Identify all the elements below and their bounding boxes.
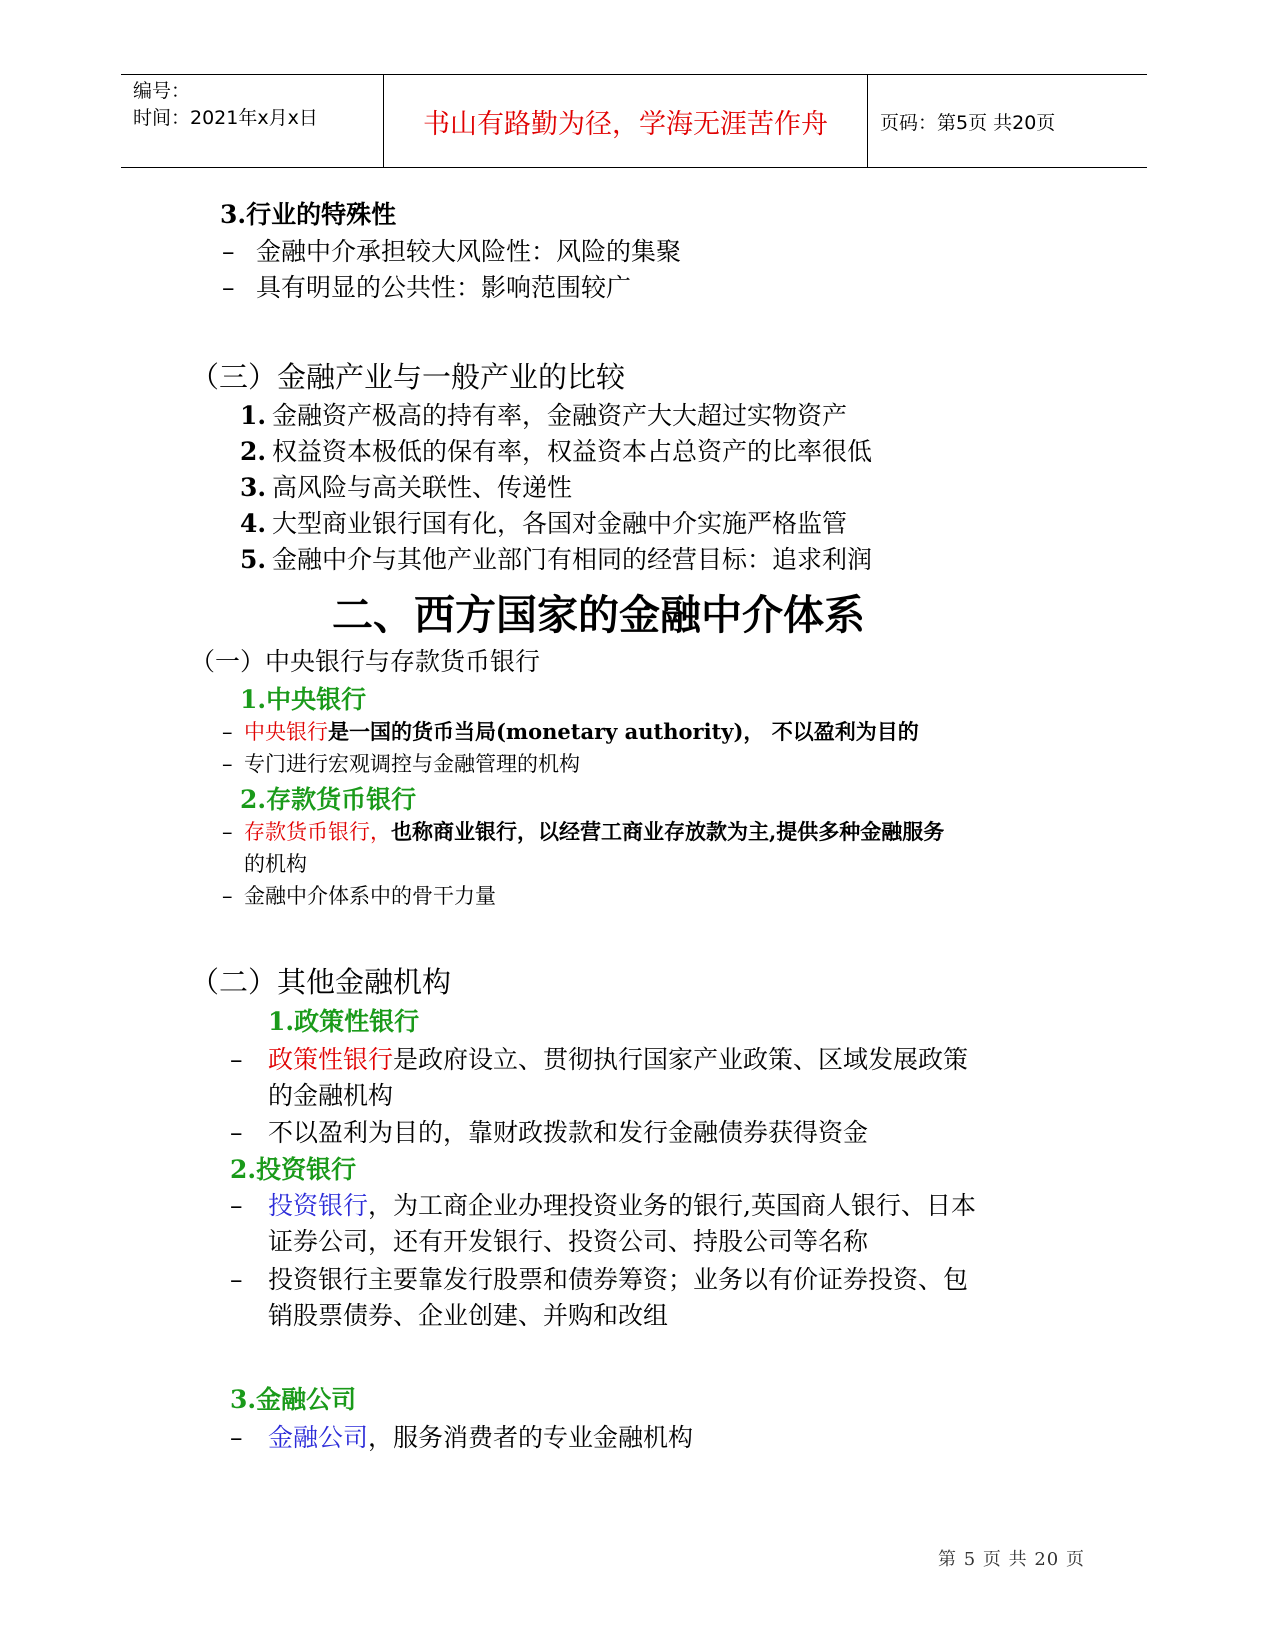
item-text: 金融中介承担较大风险性：风险的集聚: [256, 237, 682, 266]
numbered-item: [240, 504, 847, 540]
item-text: 大型商业银行国有化，各国对金融中介实施严格监管: [272, 509, 848, 538]
numbered-item: [240, 468, 572, 504]
item-number: 2.: [240, 437, 267, 466]
item-number: 4.: [240, 509, 267, 538]
item-text: ，为工商企业办理投资业务的银行,英国商人银行、日本: [368, 1191, 976, 1220]
numbered-item: [240, 396, 847, 432]
subheading: 1.中央银行: [240, 685, 367, 714]
dash-bullet: –: [222, 720, 233, 744]
dash-bullet: –: [230, 1265, 243, 1294]
item-text: 金融中介体系中的骨干力量: [244, 884, 496, 908]
header-page-info: 页码：第5页 共20页: [880, 111, 1056, 134]
list-item: [222, 880, 496, 910]
highlight-term: 中央银行: [244, 720, 328, 744]
item-text: 投资银行主要靠发行股票和债券筹资；业务以有价证券投资、包: [268, 1265, 969, 1294]
page-header: [121, 74, 1147, 168]
item-text: 金融资产极高的持有率，金融资产大大超过实物资产: [272, 401, 848, 430]
list-item: [222, 232, 681, 268]
item-continuation: 证券公司，还有开发银行、投资公司、持股公司等名称: [268, 1227, 869, 1256]
item-text: 具有明显的公共性：影响范围较广: [256, 273, 632, 302]
subheading: 2.投资银行: [230, 1155, 357, 1184]
highlight-term: 存款货币银行，: [244, 820, 391, 844]
section-heading: （一）中央银行与存款货币银行: [190, 647, 541, 676]
list-item: [222, 816, 944, 846]
list-item: [230, 1418, 693, 1454]
list-item: [230, 1260, 968, 1296]
item-continuation: 的金融机构: [268, 1081, 394, 1110]
subheading: 3.金融公司: [230, 1385, 357, 1414]
item-text: 也称商业银行，以经营工商业存放款为主,提供多种金融服务: [391, 819, 945, 844]
subheading: 2.存款货币银行: [240, 785, 417, 814]
item-text: 是政府设立、贯彻执行国家产业政策、区域发展政策: [393, 1045, 969, 1074]
item-text: 是一国的货币当局(monetary authority)， 不以盈利为目的: [328, 719, 919, 744]
dash-bullet: –: [230, 1118, 243, 1147]
item-text: ，服务消费者的专业金融机构: [368, 1423, 694, 1452]
dash-bullet: –: [230, 1191, 243, 1220]
list-item: [222, 716, 919, 746]
item-text: 高风险与高关联性、传递性: [272, 473, 573, 502]
item-text: 专门进行宏观调控与金融管理的机构: [244, 752, 580, 776]
dash-bullet: –: [222, 820, 233, 844]
dash-bullet: –: [222, 237, 235, 266]
section-heading: 3.行业的特殊性: [220, 200, 397, 229]
header-motto: 书山有路勤为径，学海无涯苦作舟: [383, 75, 868, 167]
numbered-item: [240, 432, 872, 468]
dash-bullet: –: [230, 1045, 243, 1074]
list-item: [230, 1186, 976, 1222]
highlight-term: 政策性银行: [268, 1045, 394, 1074]
item-continuation: 销股票债券、企业创建、并购和改组: [268, 1301, 669, 1330]
list-item: [230, 1040, 968, 1076]
list-item: [230, 1113, 868, 1149]
section-heading: （三）金融产业与一般产业的比较: [190, 360, 626, 394]
subheading: 1.政策性银行: [268, 1007, 420, 1036]
item-number: 3.: [240, 473, 267, 502]
item-continuation: 的机构: [244, 852, 307, 876]
number-label: 编号：: [133, 80, 191, 102]
highlight-term: 金融公司: [268, 1423, 369, 1452]
list-item: [222, 268, 631, 304]
list-item: [222, 748, 580, 778]
dash-bullet: –: [222, 273, 235, 302]
item-text: 不以盈利为目的，靠财政拨款和发行金融债券获得资金: [268, 1118, 869, 1147]
item-text: 权益资本极低的保有率，权益资本占总资产的比率很低: [272, 437, 873, 466]
numbered-item: [240, 540, 872, 576]
item-number: 1.: [240, 401, 267, 430]
dash-bullet: –: [222, 752, 233, 776]
item-number: 5.: [240, 545, 267, 574]
chapter-title: 二、西方国家的金融中介体系: [332, 591, 865, 639]
dash-bullet: –: [222, 884, 233, 908]
section-heading: （二）其他金融机构: [190, 965, 452, 999]
highlight-term: 投资银行: [268, 1191, 369, 1220]
dash-bullet: –: [230, 1423, 243, 1452]
time-label: 时间：2021年x月x日: [133, 107, 318, 129]
item-text: 金融中介与其他产业部门有相同的经营目标：追求利润: [272, 545, 873, 574]
header-meta: [121, 75, 383, 167]
page-footer: 第 5 页 共 20 页: [938, 1549, 1085, 1570]
